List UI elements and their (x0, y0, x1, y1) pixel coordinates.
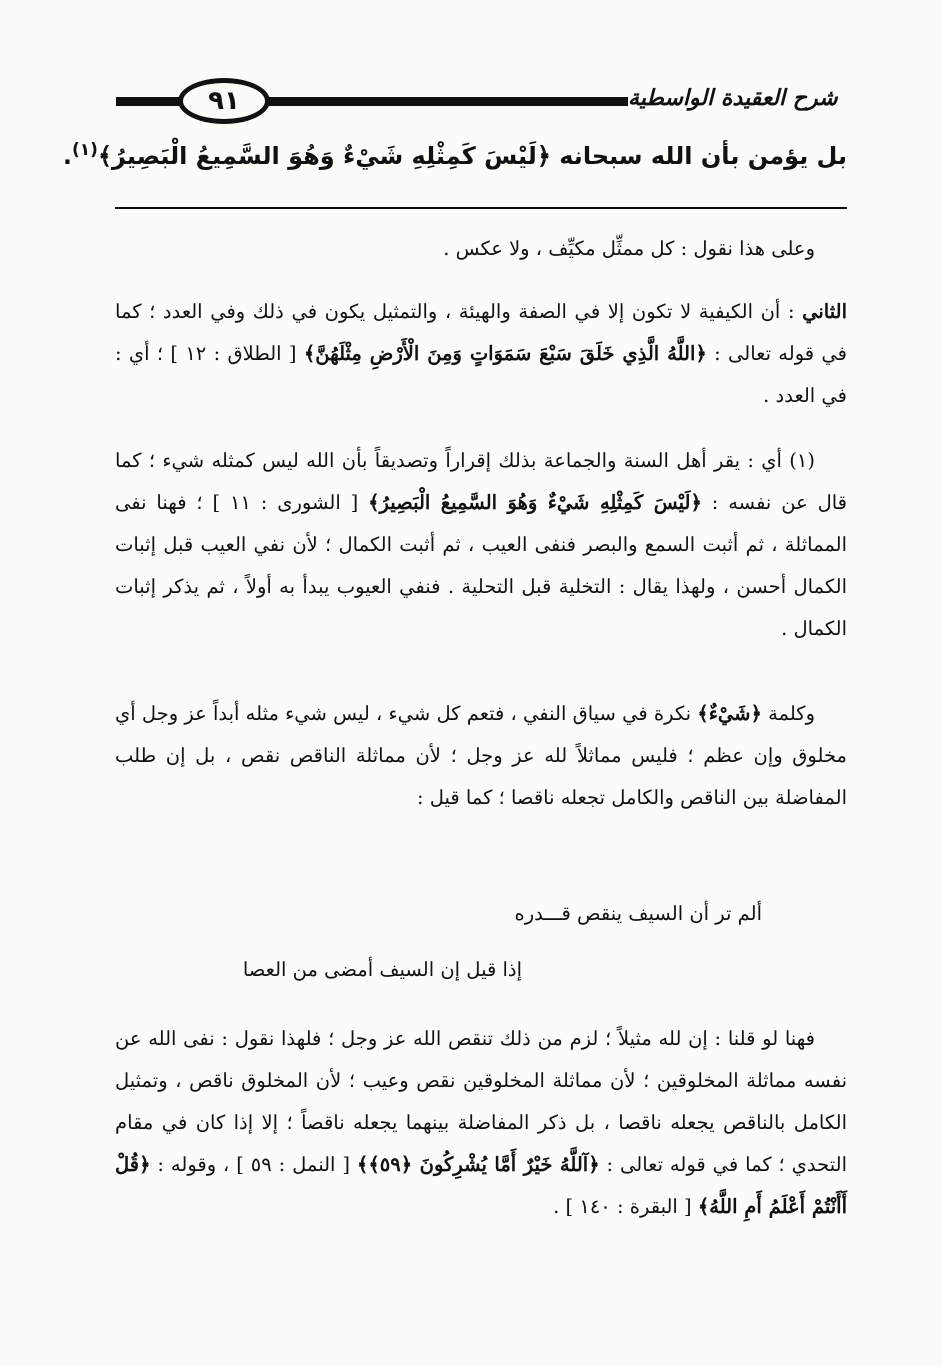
header-rule-right (260, 97, 628, 106)
quran-quote: ﴿لَيْسَ كَمِثْلِهِ شَيْءٌ وَهُوَ السَّمِيعُ الْبَصِيرُ﴾ (368, 491, 702, 514)
paragraph-5 (115, 1018, 847, 1228)
paragraph-text: فهنا لو قلنا : إن لله مثيلاً ؛ لزم من ذلك تنقص الله عز وجل ؛ فلهذا نقول : نفى الله عن نفسه مماثلة المخلوقين ؛ لأن مماثلة المخلوقين نقص وعيب ؛ لأن المخلوق ناقص ، وتمثيل الكامل بالناقص يجعله ناقصا ، بل ذكر المفاضلة بينهما يجعله ناقصاً ؛ إلا إذا كان في مقام التحدي ؛ كما في قوله تعالى : (115, 1027, 847, 1176)
top-line-prefix: بل يؤمن بأن الله سبحانه (559, 142, 847, 170)
paragraph-text: نكرة في سياق النفي ، فتعم كل شيء ، ليس شيء مثله أبداً عز وجل أي مخلوق وإن عظم ؛ فليس مماثلاً لله عز وجل ؛ لأن مماثلة الناقص نقص ، بل إن طلب المفاضلة بين الناقص والكامل تجعله ناقصا ؛ كما قيل : (115, 702, 847, 809)
book-title: شرح العقيدة الواسطية (628, 86, 838, 111)
quran-quote: ﴿اللَّهُ الَّذِي خَلَقَ سَبْعَ سَمَوَاتٍ وَمِنَ الْأَرْضِ مِثْلَهُنَّ﴾ (303, 342, 707, 365)
quran-quote: ﴿شَيْءٌ﴾ (697, 702, 762, 725)
paragraph-text: وكلمة (761, 702, 815, 725)
paragraph-1: وعلى هذا نقول : كل ممثِّل مكيِّف ، ولا عكس . (443, 237, 815, 260)
paragraph-text: (١) أي : يقر أهل السنة والجماعة بذلك إقراراً وتصديقاً بأن الله ليس كمثله شيء ؛ كما قال عن نفسه : (115, 449, 848, 514)
separator-rule (115, 207, 847, 209)
top-line-end: . (62, 142, 72, 170)
paragraph-text: [ الشورى : ١١ ] ؛ فهنا نفى المماثلة ، ثم أثبت السمع والبصر فنفى العيب ، ثم أثبت الكمال ؛ لأن نفي العيب قبل إثبات الكمال أحسن ، ولهذا يقال : التخلية قبل التحلية . فنفي العيوب يبدأ به أولاً ، ثم يذكر إثبات الكمال . (115, 491, 847, 640)
poetry-verse-1: ألم تر أن السيف ينقص قـــدره (514, 902, 762, 925)
paragraph-text: [ الطلاق : ١٢ ] ؛ أي : في العدد . (115, 342, 847, 407)
quran-quote: ﴿آللَّهُ خَيْرٌ أَمَّا يُشْرِكُونَ ﴿٥٩﴾﴾ (356, 1153, 600, 1176)
paragraph-4 (115, 693, 847, 819)
page-number: ٩١ (178, 78, 270, 124)
paragraph-text: [ البقرة : ١٤٠ ] . (553, 1195, 698, 1218)
footnote-ref: (١) (71, 140, 98, 160)
top-line (62, 140, 847, 170)
paragraph-label: الثاني (802, 300, 847, 323)
paragraph-text: [ النمل : ٥٩ ] ، وقوله : (150, 1153, 357, 1176)
footnote-paragraph (115, 440, 847, 650)
quran-quote: ﴿قُلْ أَأَنْتُمْ أَعْلَمُ أَمِ اللَّهُ﴾ (115, 1153, 847, 1218)
poetry-verse-2: إذا قيل إن السيف أمضى من العصا (242, 958, 522, 981)
paragraph-text: : أن الكيفية لا تكون إلا في الصفة والهيئة ، والتمثيل يكون في ذلك وفي العدد ؛ كما في قوله تعالى : (115, 300, 847, 365)
quran-quote: ﴿لَيْسَ كَمِثْلِهِ شَيْءٌ وَهُوَ السَّمِيعُ الْبَصِيرُ﴾ (97, 142, 551, 170)
paragraph-2 (115, 291, 847, 417)
